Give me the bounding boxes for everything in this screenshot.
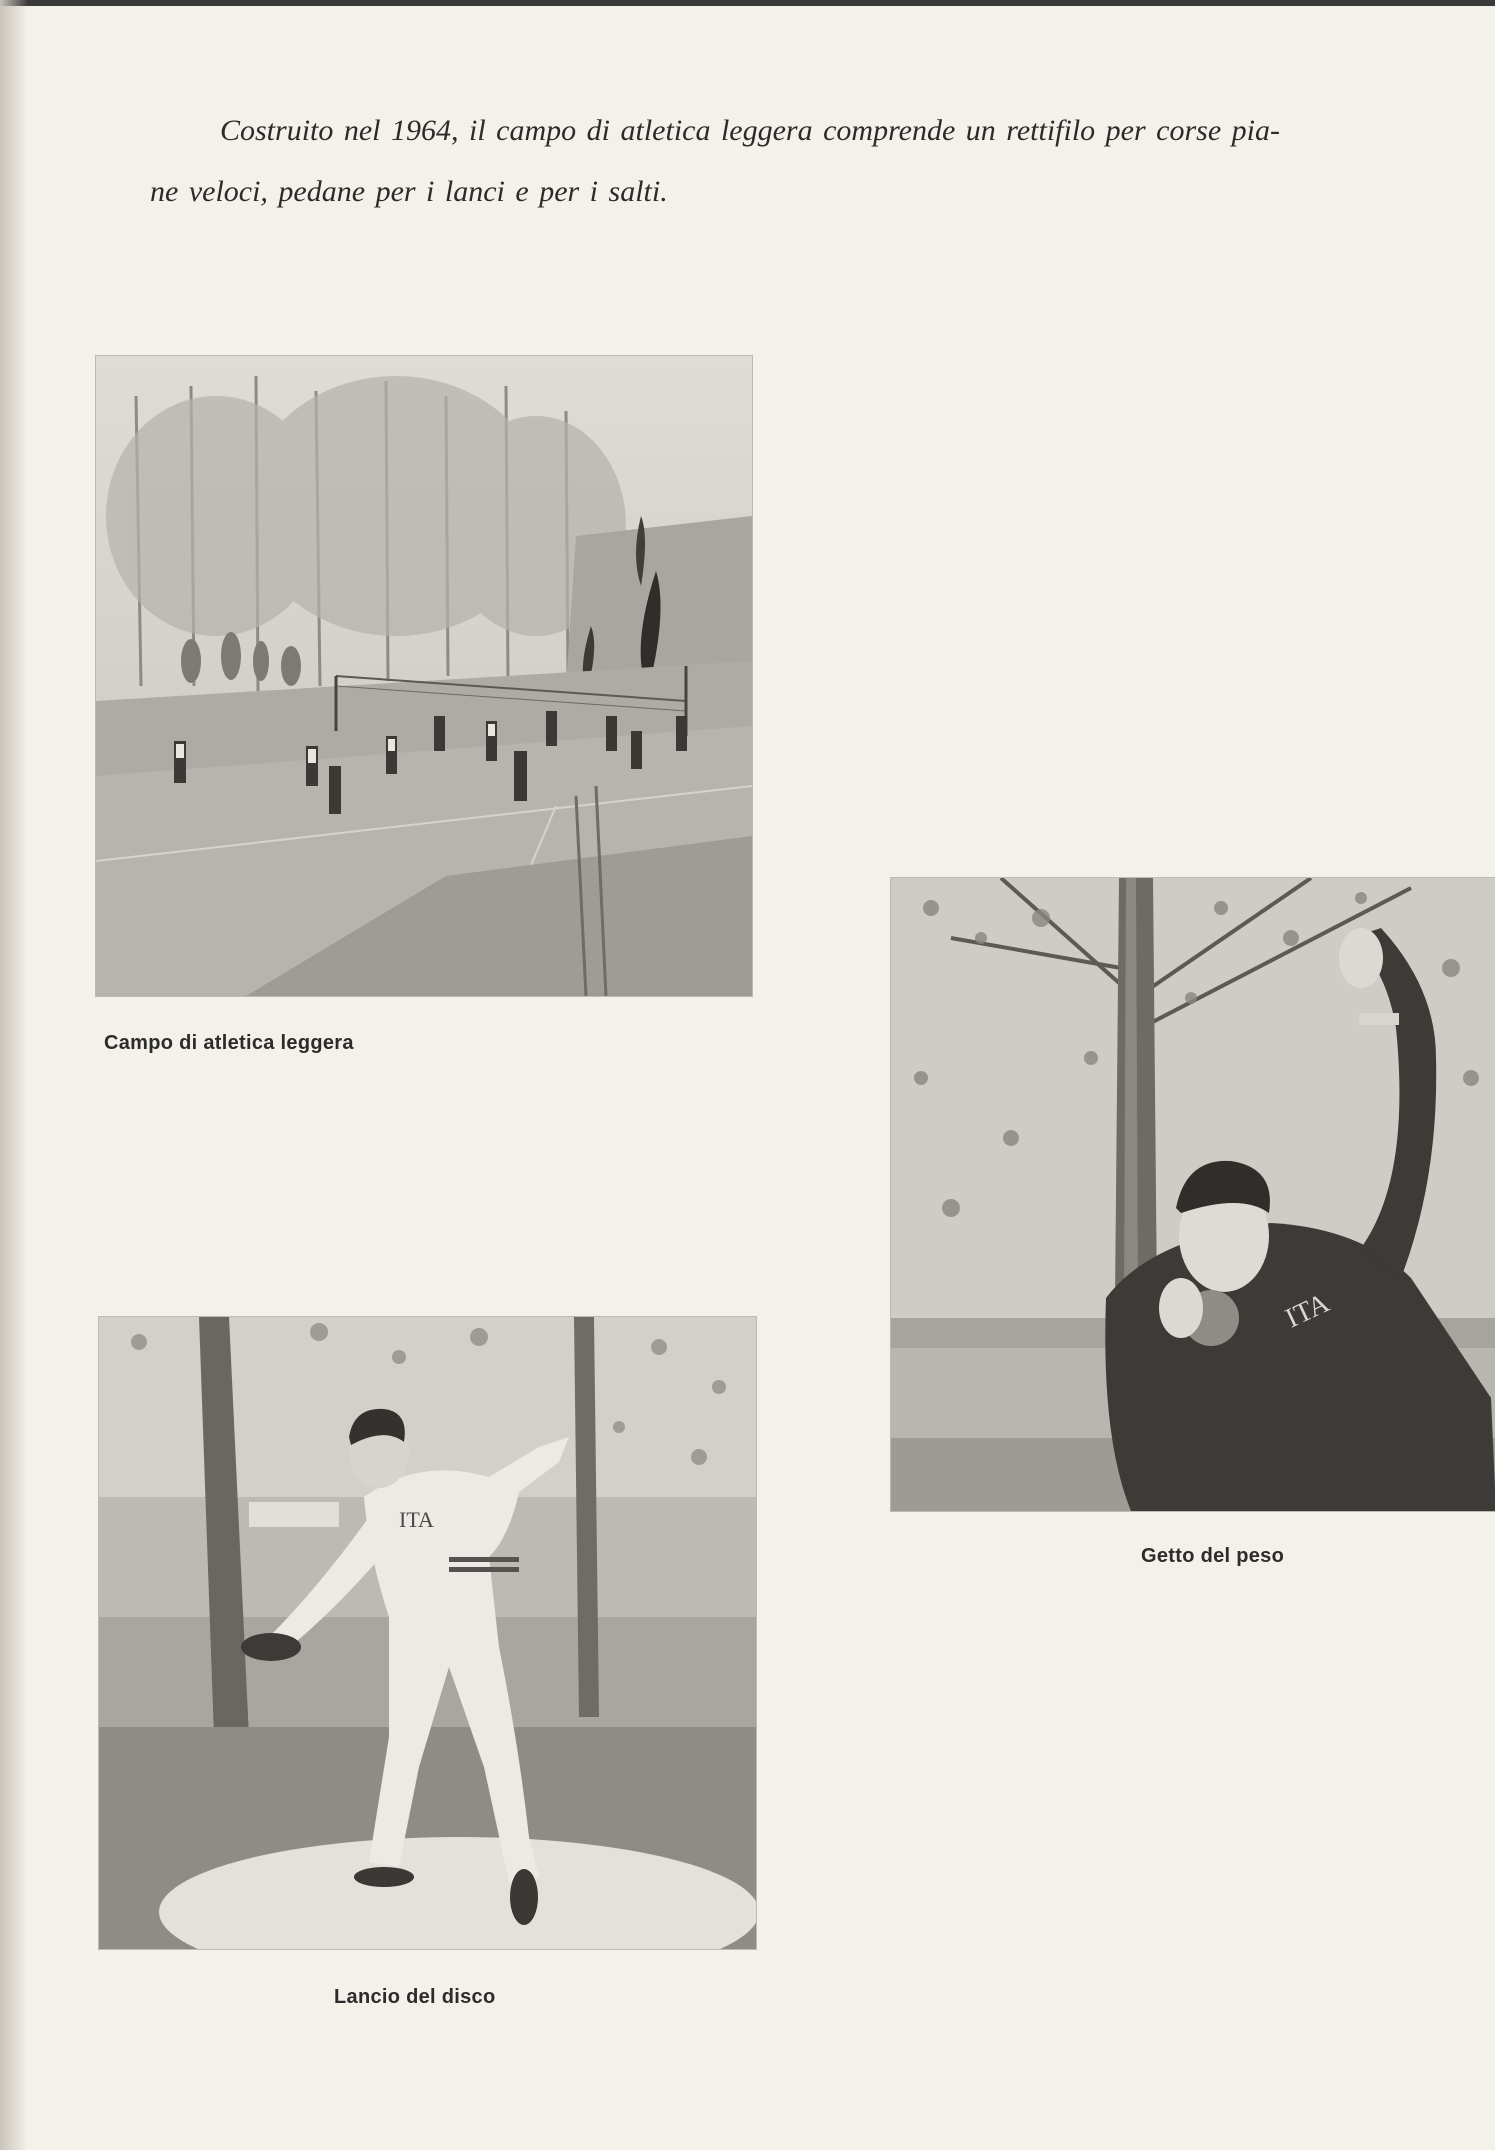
caption-lancio-disco: Lancio del disco	[334, 1986, 496, 2008]
intro-line-2: ne veloci, pedane per i lanci e per i salti.	[150, 175, 668, 208]
page-top-edge	[0, 0, 1495, 6]
photo-lancio-disco	[98, 1316, 757, 1950]
page-binding-shadow	[0, 0, 28, 2150]
caption-getto-peso: Getto del peso	[1141, 1545, 1285, 1567]
intro-line-1: Costruito nel 1964, il campo di atletica leggera comprende un rettifilo per corse pia-	[220, 114, 1280, 147]
svg-text:ITA: ITA	[1280, 1287, 1335, 1335]
svg-text:ITA: ITA	[399, 1507, 434, 1532]
caption-campo-atletica: Campo di atletica leggera	[104, 1032, 354, 1054]
intro-paragraph	[150, 100, 1410, 222]
photo-campo-atletica	[95, 355, 753, 997]
photo-getto-peso	[890, 877, 1495, 1512]
